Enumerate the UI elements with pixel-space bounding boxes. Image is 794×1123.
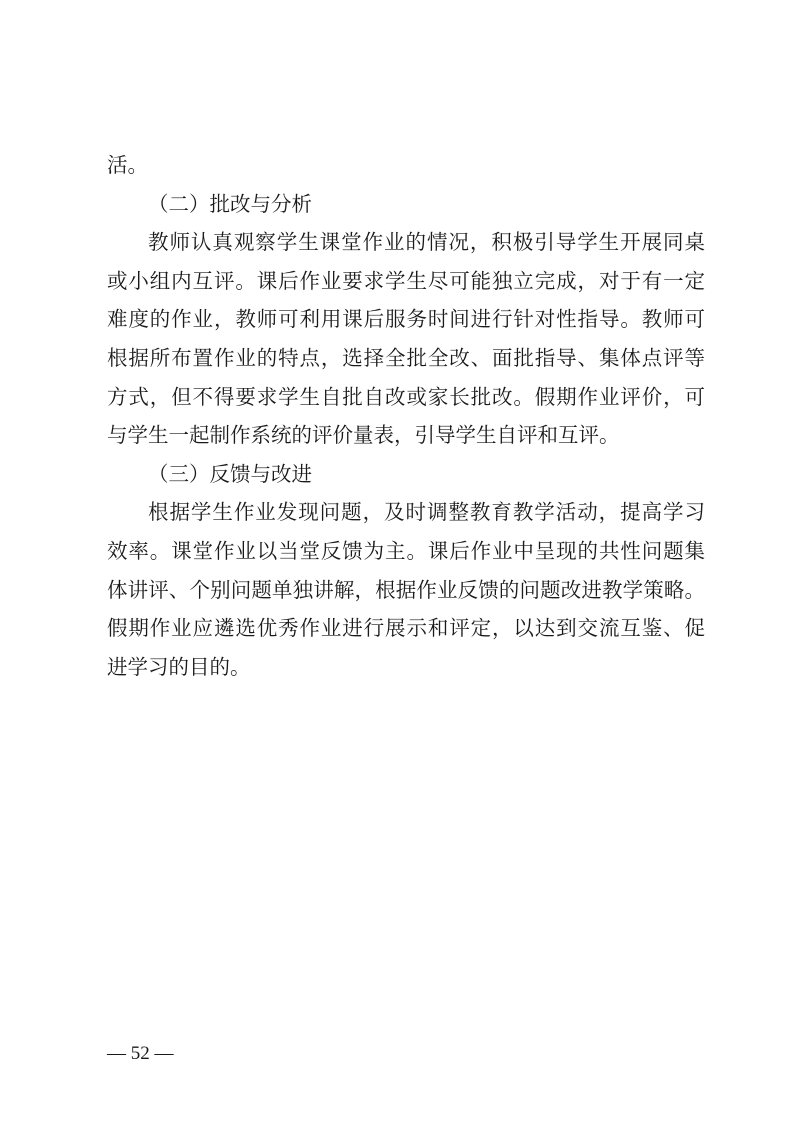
text-line: 难度的作业，教师可利用课后服务时间进行针对性指导。教师可: [107, 307, 705, 332]
text-line: 方式，但不得要求学生自批自改或家长批改。假期作业评价，可: [107, 384, 705, 409]
section-heading-feedback-improvement: （三）反馈与改进: [148, 461, 312, 486]
page-number: — 52 —: [107, 1043, 174, 1064]
text-line: 体讲评、个别问题单独讲解，根据作业反馈的问题改进教学策略。: [107, 577, 705, 602]
text-line: 根据所布置作业的特点，选择全批全改、面批指导、集体点评等: [107, 345, 705, 370]
text-line: 进学习的目的。: [107, 654, 251, 679]
text-line: 与学生一起制作系统的评价量表，引导学生自评和互评。: [107, 423, 620, 448]
section-heading-grading-analysis: （二）批改与分析: [148, 191, 312, 216]
document-body: [107, 146, 705, 686]
text-line: 教师认真观察学生课堂作业的情况，积极引导学生开展同桌: [148, 230, 705, 255]
text-line: 或小组内互评。课后作业要求学生尽可能独立完成，对于有一定: [107, 268, 705, 293]
text-line: 假期作业应遴选优秀作业进行展示和评定，以达到交流互鉴、促: [107, 616, 705, 641]
text-line-continuation: 活。: [107, 153, 148, 177]
text-line: 效率。课堂作业以当堂反馈为主。课后作业中呈现的共性问题集: [107, 538, 705, 563]
text-line: 根据学生作业发现问题，及时调整教育教学活动，提高学习: [148, 500, 705, 525]
